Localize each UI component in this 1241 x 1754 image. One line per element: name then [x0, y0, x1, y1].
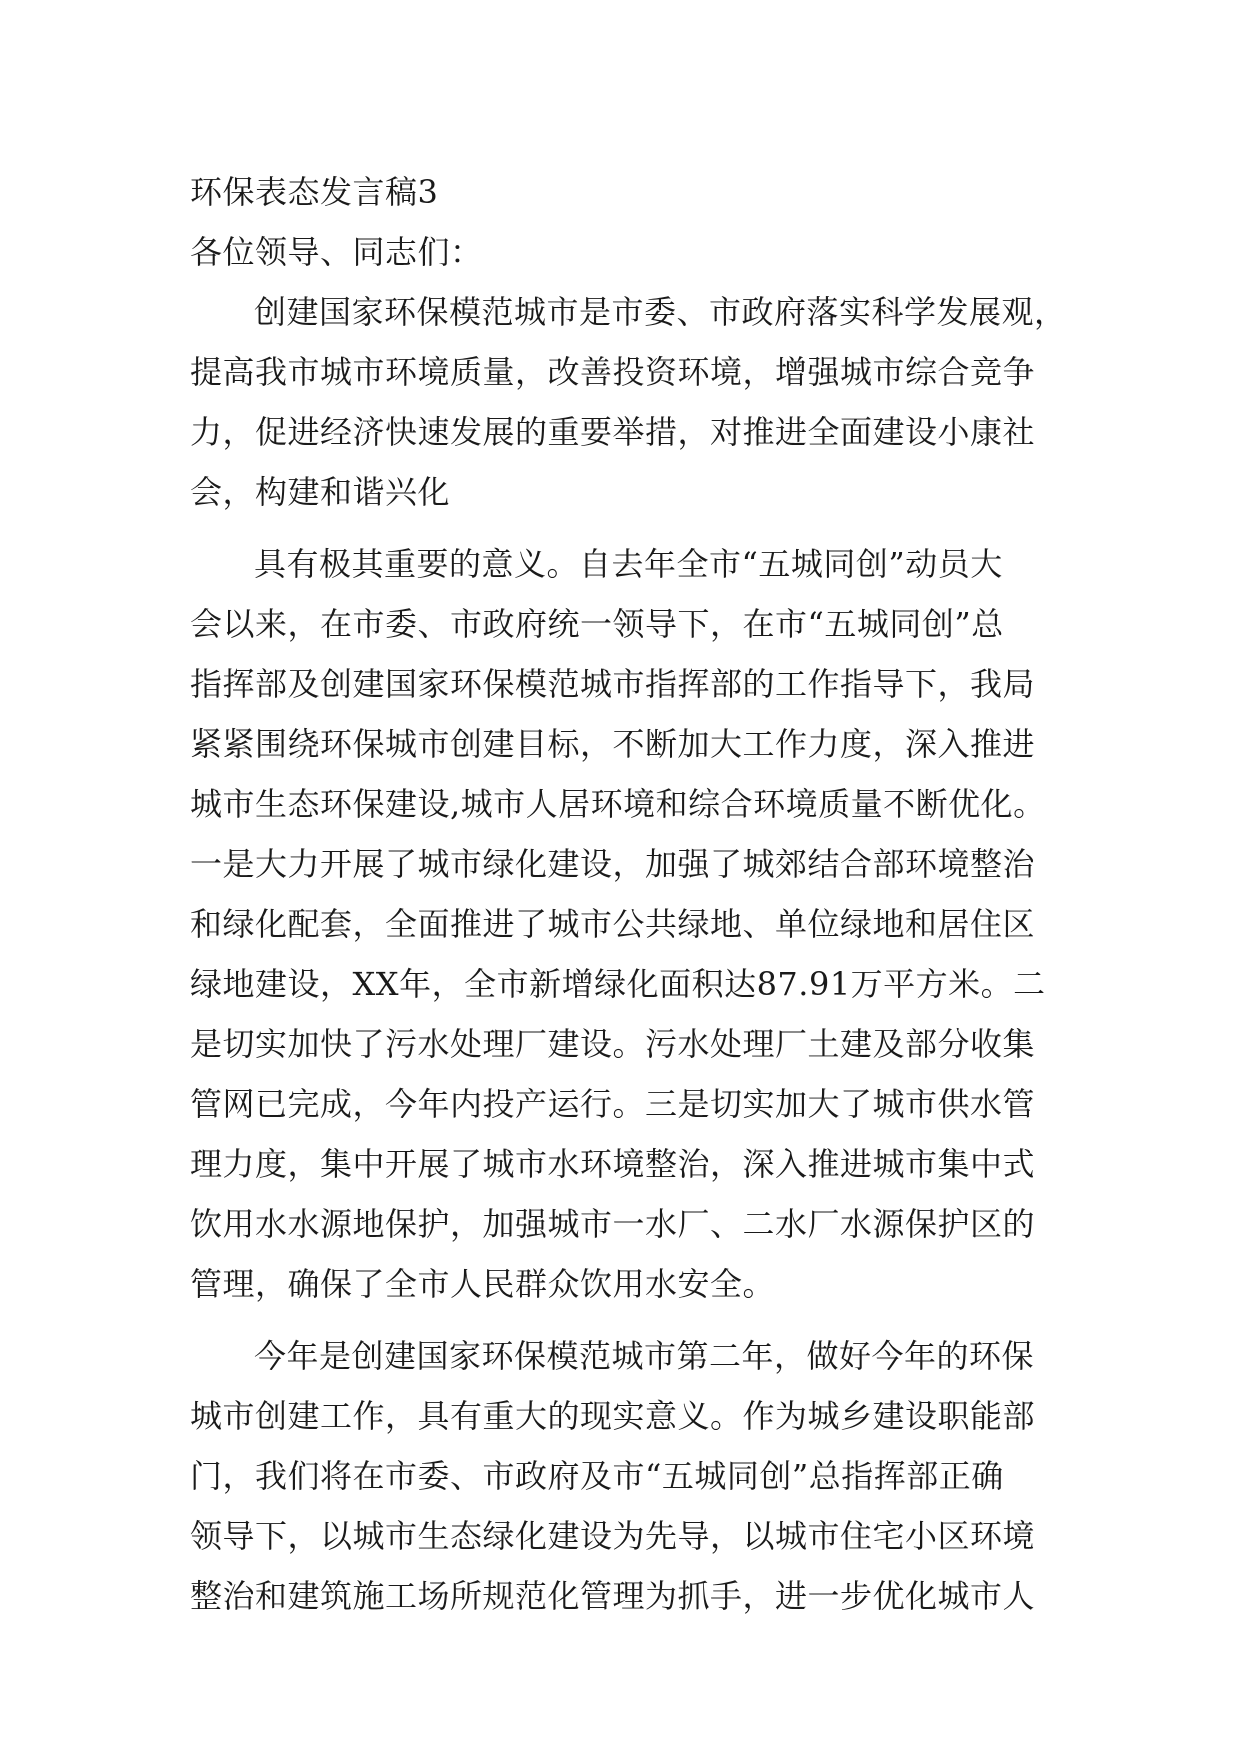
paragraph-line: 门，我们将在市委、市政府及市“五城同创”总指挥部正确 [190, 1457, 1004, 1495]
document-body [190, 162, 1085, 1626]
paragraph-line: 一是大力开展了城市绿化建设，加强了城郊结合部环境整治 [190, 845, 1036, 883]
paragraph-line: 城市创建工作，具有重大的现实意义。作为城乡建设职能部 [190, 1397, 1036, 1435]
paragraph-line: 绿地建设，XX年，全市新增绿化面积达87.91万平方米。二 [190, 965, 1046, 1003]
paragraph-line: 理力度，集中开展了城市水环境整治，深入推进城市集中式 [190, 1145, 1036, 1183]
paragraph-line: 是切实加快了污水处理厂建设。污水处理厂土建及部分收集 [190, 1025, 1036, 1063]
paragraph-line: 提高我市城市环境质量，改善投资环境，增强城市综合竞争 [190, 353, 1036, 391]
salutation: 各位领导、同志们： [190, 233, 483, 271]
paragraph-line: 紧紧围绕环保城市创建目标，不断加大工作力度，深入推进 [190, 725, 1036, 763]
paragraph-line: 指挥部及创建国家环保模范城市指挥部的工作指导下，我局 [190, 665, 1036, 703]
paragraph-1 [190, 282, 1085, 522]
paragraph-3 [190, 1326, 1085, 1626]
paragraph-line: 力，促进经济快速发展的重要举措，对推进全面建设小康社 [190, 413, 1036, 451]
paragraph-line: 管理，确保了全市人民群众饮用水安全。 [190, 1265, 776, 1303]
paragraph-line: 城市生态环保建设,城市人居环境和综合环境质量不断优化。 [190, 785, 1046, 823]
paragraph-2 [190, 534, 1085, 1314]
paragraph-line: 领导下，以城市生态绿化建设为先导，以城市住宅小区环境 [190, 1517, 1036, 1555]
paragraph-line: 饮用水水源地保护，加强城市一水厂、二水厂水源保护区的 [190, 1205, 1036, 1243]
paragraph-line: 会，构建和谐兴化 [190, 473, 451, 511]
paragraph-line: 创建国家环保模范城市是市委、市政府落实科学发展观， [254, 293, 1067, 331]
paragraph-line: 整治和建筑施工场所规范化管理为抓手，进一步优化城市人 [190, 1577, 1036, 1615]
document-title: 环保表态发言稿3 [190, 173, 439, 211]
paragraph-line: 和绿化配套，全面推进了城市公共绿地、单位绿地和居住区 [190, 905, 1036, 943]
paragraph-line: 今年是创建国家环保模范城市第二年，做好今年的环保 [254, 1337, 1035, 1375]
paragraph-line: 具有极其重要的意义。自去年全市“五城同创”动员大 [254, 545, 1003, 583]
paragraph-line: 会以来，在市委、市政府统一领导下，在市“五城同创”总 [190, 605, 1004, 643]
paragraph-line: 管网已完成，今年内投产运行。三是切实加大了城市供水管 [190, 1085, 1036, 1123]
